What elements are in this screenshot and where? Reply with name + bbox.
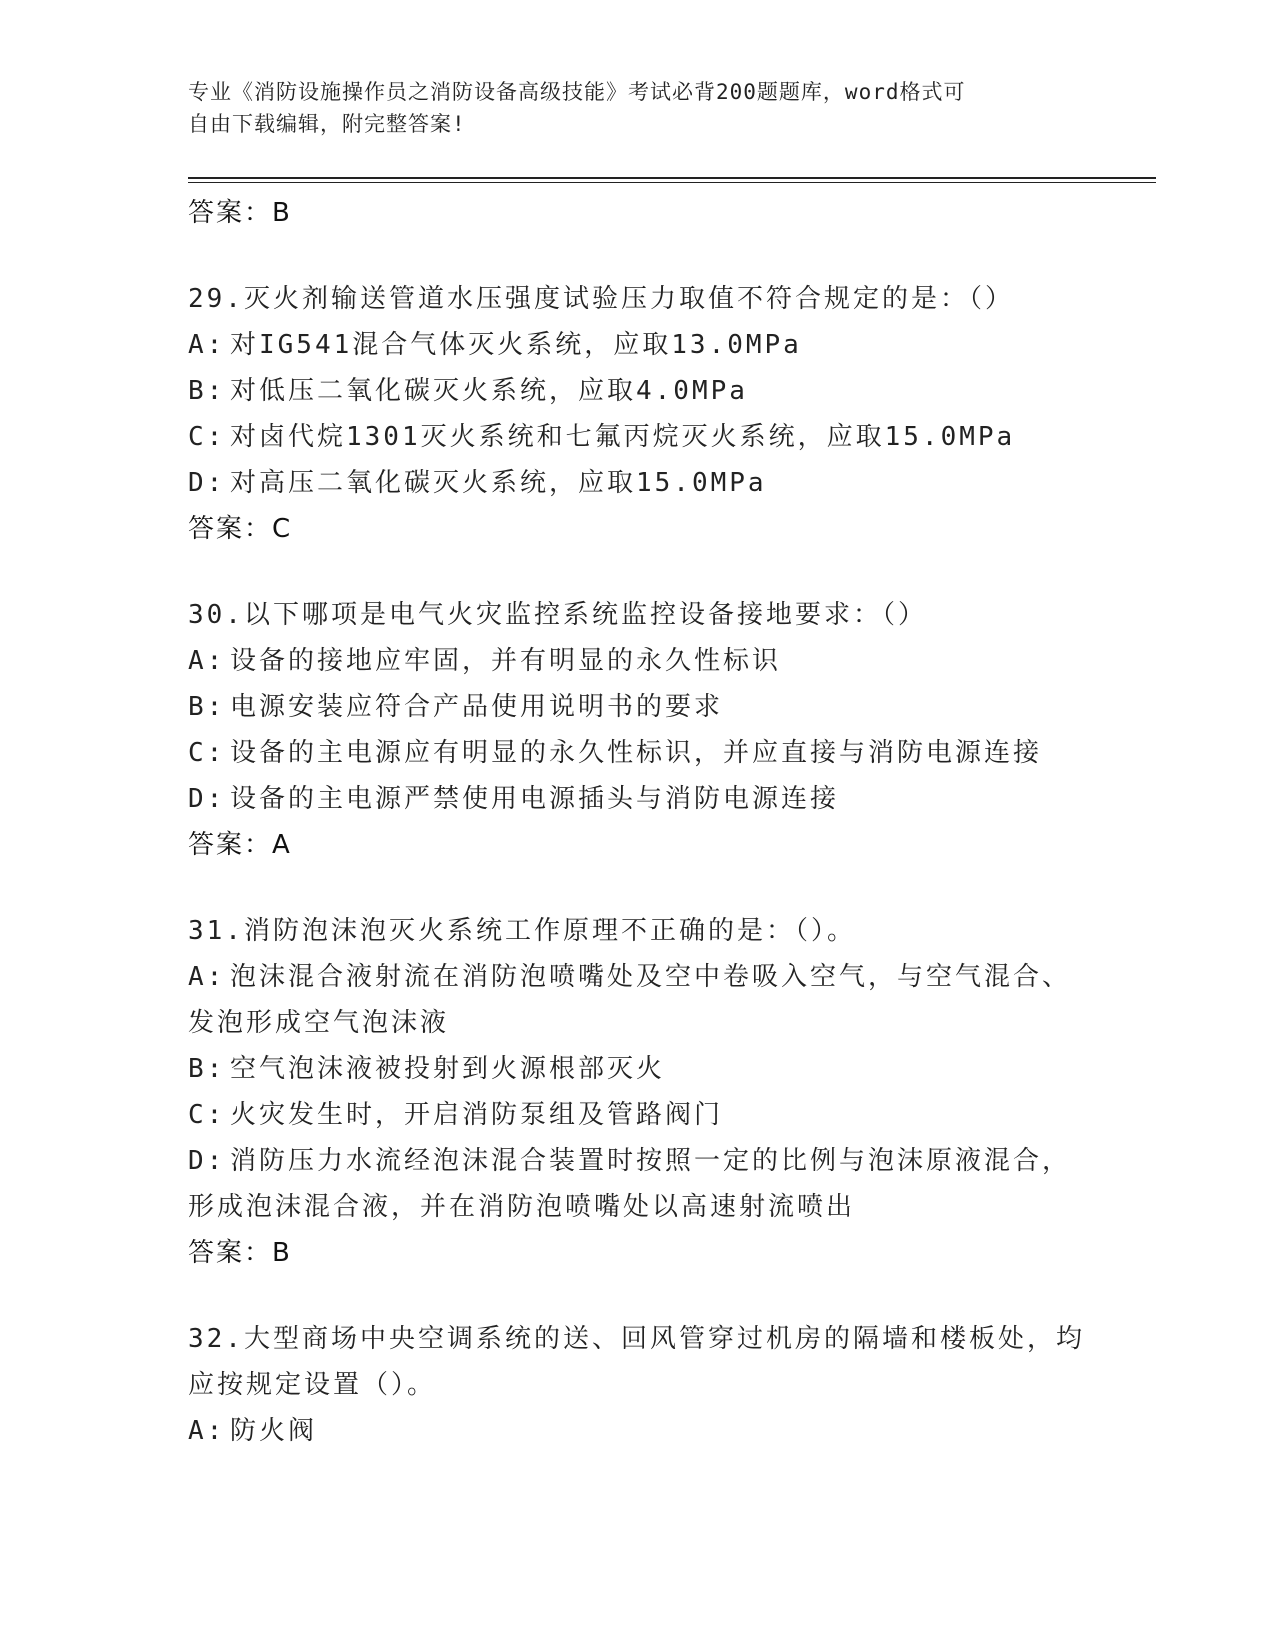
option-letter: C: bbox=[188, 1100, 226, 1130]
header-divider-thick bbox=[188, 177, 1156, 179]
option-a-continuation: 发泡形成空气泡沫液 bbox=[188, 1008, 450, 1038]
option-text: 消防压力水流经泡沫混合装置时按照一定的比例与泡沫原液混合， bbox=[230, 1146, 1072, 1176]
option-text: 对低压二氧化碳灭火系统，应取4.0MPa bbox=[230, 376, 748, 406]
question-32 bbox=[188, 1316, 1088, 1454]
question-31 bbox=[188, 908, 1088, 1276]
option-text: 空气泡沫液被投射到火源根部灭火 bbox=[230, 1054, 666, 1084]
question-30 bbox=[188, 592, 1088, 868]
question-stem: 29.灭火剂输送管道水压强度试验压力取值不符合规定的是：（） bbox=[188, 284, 1014, 314]
header-line-2: 自由下载编辑，附完整答案! bbox=[188, 112, 466, 136]
answer-line: 答案：C bbox=[188, 514, 293, 544]
option-text: 对IG541混合气体灭火系统，应取13.0MPa bbox=[230, 330, 802, 360]
option-d bbox=[188, 460, 1088, 506]
option-letter: A: bbox=[188, 1416, 226, 1446]
option-letter: D: bbox=[188, 1146, 226, 1176]
option-text: 泡沫混合液射流在消防泡喷嘴处及空中卷吸入空气，与空气混合、 bbox=[230, 962, 1072, 992]
question-stem: 31.消防泡沫泡灭火系统工作原理不正确的是：（）。 bbox=[188, 916, 856, 946]
option-c bbox=[188, 730, 1088, 776]
option-c bbox=[188, 414, 1088, 460]
option-text: 防火阀 bbox=[230, 1416, 318, 1446]
option-d bbox=[188, 1138, 1088, 1184]
option-b bbox=[188, 1046, 1088, 1092]
option-c bbox=[188, 1092, 1088, 1138]
option-a bbox=[188, 1408, 1088, 1454]
option-text: 对卤代烷1301灭火系统和七氟丙烷灭火系统，应取15.0MPa bbox=[230, 422, 1016, 452]
option-letter: A: bbox=[188, 646, 226, 676]
option-d bbox=[188, 776, 1088, 822]
question-stem-continuation: 应按规定设置（）。 bbox=[188, 1370, 437, 1400]
option-text: 设备的主电源严禁使用电源插头与消防电源连接 bbox=[230, 784, 840, 814]
option-text: 对高压二氧化碳灭火系统，应取15.0MPa bbox=[230, 468, 767, 498]
option-d-continuation: 形成泡沫混合液，并在消防泡喷嘴处以高速射流喷出 bbox=[188, 1192, 856, 1222]
answer-line: 答案：A bbox=[188, 830, 292, 860]
answer-line: 答案：B bbox=[188, 1238, 292, 1268]
question-stem: 30.以下哪项是电气火灾监控系统监控设备接地要求：（） bbox=[188, 600, 927, 630]
option-b bbox=[188, 684, 1088, 730]
option-letter: B: bbox=[188, 1054, 226, 1084]
option-a bbox=[188, 638, 1088, 684]
header-divider-thin bbox=[188, 182, 1156, 183]
question-29 bbox=[188, 276, 1088, 552]
option-letter: D: bbox=[188, 784, 226, 814]
question-list bbox=[188, 190, 1088, 1454]
option-text: 火灾发生时，开启消防泵组及管路阀门 bbox=[230, 1100, 724, 1130]
option-letter: B: bbox=[188, 376, 226, 406]
option-letter: C: bbox=[188, 738, 226, 768]
header-line-1: 专业《消防设施操作员之消防设备高级技能》考试必背200题题库，word格式可 bbox=[188, 80, 966, 104]
answer-line: 答案：B bbox=[188, 198, 292, 228]
option-text: 电源安装应符合产品使用说明书的要求 bbox=[230, 692, 724, 722]
option-text: 设备的接地应牢固，并有明显的永久性标识 bbox=[230, 646, 782, 676]
option-letter: C: bbox=[188, 422, 226, 452]
page-header bbox=[188, 76, 1088, 140]
option-a bbox=[188, 954, 1088, 1000]
question-stem: 32.大型商场中央空调系统的送、回风管穿过机房的隔墙和楼板处，均 bbox=[188, 1324, 1085, 1354]
option-letter: D: bbox=[188, 468, 226, 498]
option-text: 设备的主电源应有明显的永久性标识，并应直接与消防电源连接 bbox=[230, 738, 1043, 768]
option-letter: A: bbox=[188, 962, 226, 992]
option-letter: A: bbox=[188, 330, 226, 360]
option-letter: B: bbox=[188, 692, 226, 722]
option-b bbox=[188, 368, 1088, 414]
option-a bbox=[188, 322, 1088, 368]
